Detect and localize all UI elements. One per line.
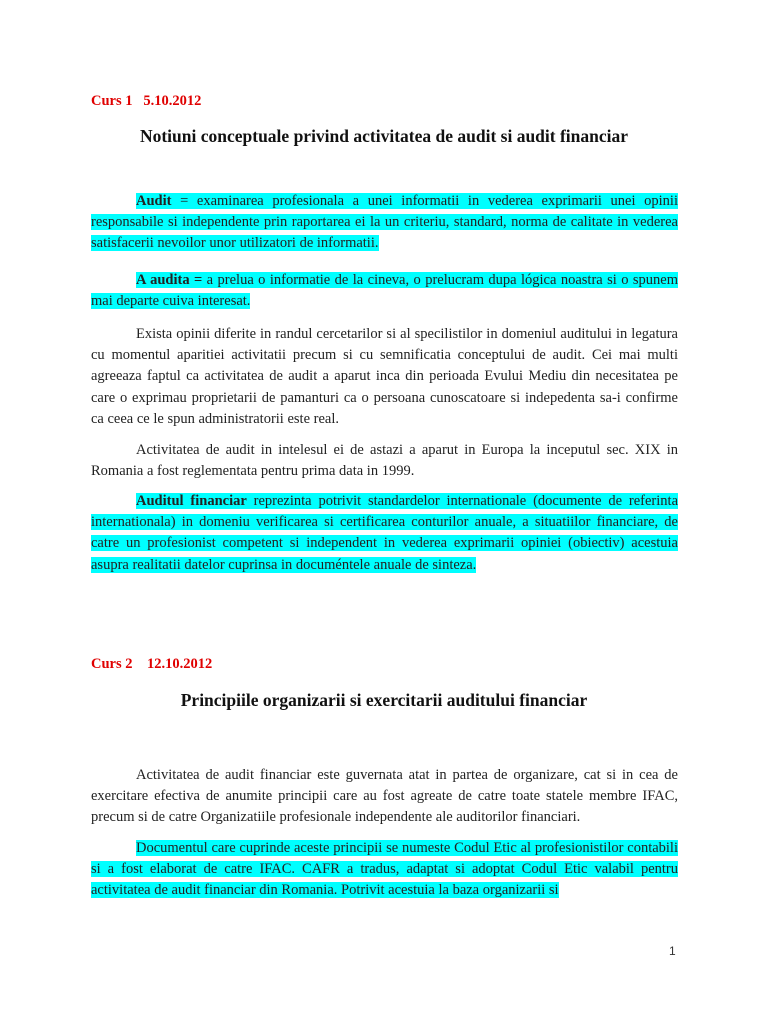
paragraph-activitatea: Activitatea de audit in intelesul ei de astazi a aparut in Europa la inceputul sec. XIX in Romania a fost reglementata pentru prima data in 1999.: [91, 442, 678, 480]
term-auditul-financiar: Auditul financiar: [136, 493, 247, 509]
page-number: 1: [669, 944, 676, 958]
paragraph-codul-etic: [91, 838, 678, 902]
paragraph-opinii: Exista opinii diferite in randul cercetarilor si al specilistilor in domeniul auditului in legatura cu momentul aparitiei activitatii precum si cu semnificatia conceptului de audit. Cei mai multi agreeaza faptul ca activitatea de audit a aparut inca din perioada Evului Mediu din necesitatea pe care o exprimau proprietarii de pamanturi ca o persoana cunoscatoare si indepedenta sa-i confirme ca ceea ce le spun administratorii este real.: [91, 326, 678, 427]
audit-definition-text: = examinarea profesionala a unei informatii in vederea exprimarii unei opinii responsabile si independente prin raportarea ei la un criteriu, standard, norma de calitate in vederea satisfacerii nevoilor unor utilizatori de informatii.: [91, 193, 678, 252]
auditul-financiar-text: reprezinta potrivit standardelor internationale (documente de referinta internationala) in domeniu verificarea si certificarea conturilor anuale, a situatiilor financiare, de catre un profesionist competent si independent in vederea exprimarii opiniei (obiectiv) acestuia asupra realitatii datelor cuprinsa in documéntele anuale de sinteza.: [91, 493, 679, 573]
a-audita-text: a prelua o informatie de la cineva, o prelucram dupa lógica noastra si o spunem mai departe cuiva interesat.: [91, 272, 678, 310]
term-a-audita: A audita =: [136, 272, 203, 288]
paragraph-guvernata: Activitatea de audit financiar este guvernata atat in partea de organizare, cat si in cea de exercitare efectiva de anumite principii care au fost agreate de catre toate statele membre IFAC, precum si de catre Organizatiile profesionale independente ale auditorilor financiari.: [91, 767, 678, 826]
paragraph-a-audita: [91, 270, 678, 312]
codul-etic-text: Documentul care cuprinde aceste principii se numeste Codul Etic al profesionistilor contabili si a fost elaborat de catre IFAC. CAFR a tradus, adaptat si adoptat Codul Etic valabil pentru activitatea de audit financiar din Romania. Potrivit acestuia la baza organizarii si: [91, 840, 678, 899]
paragraph-auditul-financiar: [91, 491, 678, 576]
course-2-title: Principiile organizarii si exercitarii auditului financiar: [180, 690, 588, 710]
paragraph-audit-definition: [91, 191, 678, 255]
course-1-title: Notiuni conceptuale privind activitatea de audit si audit financiar: [139, 126, 629, 146]
course-2-label: Curs 2 12.10.2012: [91, 656, 213, 672]
term-audit: Audit: [136, 193, 172, 209]
course-1-label: Curs 1 5.10.2012: [91, 93, 202, 109]
